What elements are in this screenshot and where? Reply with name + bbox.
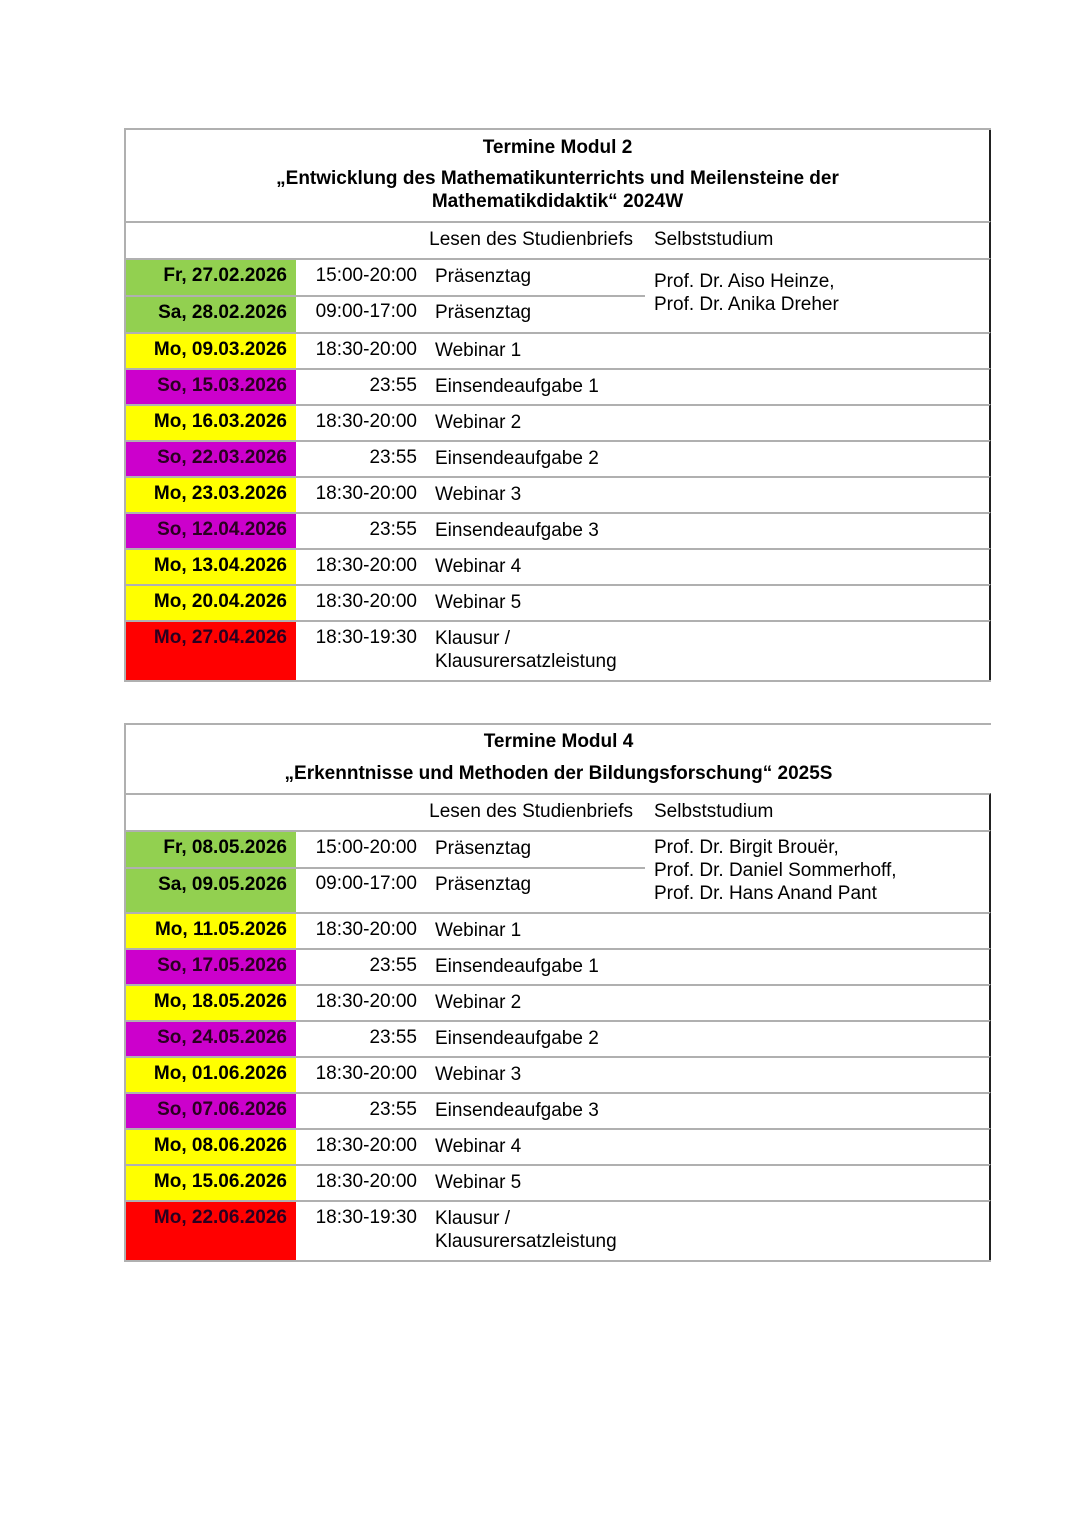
lecturer: Prof. Dr. Anika Dreher	[654, 294, 839, 315]
activity-cell: Webinar 5	[435, 592, 522, 613]
header-row	[126, 793, 991, 830]
time-cell: 15:00-20:00	[315, 265, 417, 286]
module-4-schedule-table	[124, 723, 991, 1262]
time-cell: 23:55	[369, 1027, 417, 1048]
date-cell: So, 24.05.2026	[126, 1022, 296, 1056]
time-cell: 23:55	[369, 1099, 417, 1120]
time-cell: 18:30-20:00	[315, 1171, 417, 1192]
activity-cell: Präsenztag	[435, 302, 532, 323]
table-row	[126, 368, 991, 404]
date-cell: Mo, 20.04.2026	[126, 586, 296, 620]
time-cell: 18:30-20:00	[315, 411, 417, 432]
date-cell: Mo, 15.06.2026	[126, 1166, 296, 1200]
module-subtitle	[126, 762, 991, 785]
time-cell: 23:55	[369, 375, 417, 396]
activity-cell: Webinar 3	[435, 484, 522, 505]
time-cell: 18:30-20:00	[315, 339, 417, 360]
table-row	[126, 948, 991, 984]
praesenz-block	[126, 258, 991, 332]
activity-cell: Präsenztag	[435, 266, 532, 287]
header-row	[126, 221, 991, 258]
table-row	[126, 912, 991, 948]
activity-cell: Einsendeaufgabe 2	[435, 448, 599, 469]
exam-row	[126, 620, 991, 680]
date-cell: So, 22.03.2026	[126, 442, 296, 476]
header-reading: Lesen des Studienbriefs	[429, 801, 633, 822]
activity-cell: Einsendeaufgabe 1	[435, 376, 599, 397]
table-title: Termine Modul 4	[483, 731, 634, 752]
time-cell: 18:30-20:00	[315, 1063, 417, 1084]
activity-cell: Einsendeaufgabe 3	[435, 1100, 599, 1121]
time-cell: 18:30-20:00	[315, 919, 417, 940]
exam-label-line-2: Klausurersatzleistung	[435, 1231, 617, 1252]
exam-label-line-1: Klausur /	[435, 1208, 510, 1229]
date-cell: Mo, 09.03.2026	[126, 334, 296, 368]
table-row	[126, 584, 991, 620]
time-cell: 18:30-20:00	[315, 555, 417, 576]
time-cell: 18:30-20:00	[315, 991, 417, 1012]
header-reading: Lesen des Studienbriefs	[429, 229, 633, 250]
date-cell: So, 17.05.2026	[126, 950, 296, 984]
module-2-schedule-table	[124, 128, 991, 682]
activity-cell: Webinar 5	[435, 1172, 522, 1193]
time-cell: 18:30-20:00	[315, 591, 417, 612]
activity-cell	[435, 1207, 617, 1253]
time-cell: 23:55	[369, 519, 417, 540]
lecturer: Prof. Dr. Aiso Heinze,	[654, 271, 835, 292]
lecturers	[654, 836, 897, 905]
activity-cell	[435, 627, 617, 673]
module-subtitle-line-1: „Entwicklung des Mathematikunterrichts und Meilensteine der	[276, 168, 839, 189]
activity-cell: Webinar 2	[435, 992, 522, 1013]
date-cell: Mo, 27.04.2026	[126, 622, 296, 680]
table-row	[126, 984, 991, 1020]
table-row	[126, 1020, 991, 1056]
time-cell: 18:30-20:00	[315, 1135, 417, 1156]
table-row	[126, 1056, 991, 1092]
date-cell: So, 07.06.2026	[126, 1094, 296, 1128]
time-cell: 18:30-19:30	[315, 627, 417, 648]
activity-cell: Präsenztag	[435, 874, 532, 895]
table-row	[126, 476, 991, 512]
date-cell: Mo, 22.06.2026	[126, 1202, 296, 1260]
date-cell: Mo, 13.04.2026	[126, 550, 296, 584]
table-row	[126, 332, 991, 368]
activity-cell: Präsenztag	[435, 838, 532, 859]
lecturers	[654, 270, 839, 316]
exam-row	[126, 1200, 991, 1260]
module-subtitle-line-2: Mathematikdidaktik“ 2024W	[431, 191, 684, 212]
date-cell: So, 12.04.2026	[126, 514, 296, 548]
table-title-block	[126, 725, 991, 793]
table-row	[126, 440, 991, 476]
activity-cell: Einsendeaufgabe 1	[435, 956, 599, 977]
time-cell: 09:00-17:00	[315, 301, 417, 322]
time-cell: 23:55	[369, 447, 417, 468]
date-cell: Sa, 28.02.2026	[126, 295, 296, 332]
date-cell: Sa, 09.05.2026	[126, 867, 296, 912]
date-cell: Mo, 01.06.2026	[126, 1058, 296, 1092]
date-cell: Mo, 08.06.2026	[126, 1130, 296, 1164]
schedule-rows	[126, 912, 991, 1200]
time-cell: 18:30-20:00	[315, 483, 417, 504]
table-row	[126, 548, 991, 584]
activity-cell: Einsendeaufgabe 2	[435, 1028, 599, 1049]
date-cell: So, 15.03.2026	[126, 370, 296, 404]
header-self-study: Selbststudium	[654, 229, 774, 250]
exam-label-line-2: Klausurersatzleistung	[435, 651, 617, 672]
table-row	[126, 1164, 991, 1200]
module-subtitle	[126, 167, 989, 213]
table-row	[126, 1092, 991, 1128]
activity-cell: Webinar 3	[435, 1064, 522, 1085]
table-title-block	[126, 130, 991, 221]
time-cell: 18:30-19:30	[315, 1207, 417, 1228]
activity-cell: Webinar 4	[435, 1136, 522, 1157]
lecturer: Prof. Dr. Daniel Sommerhoff,	[654, 860, 897, 881]
table-row	[126, 1128, 991, 1164]
schedule-rows	[126, 332, 991, 620]
header-self-study: Selbststudium	[654, 801, 774, 822]
activity-cell: Webinar 1	[435, 340, 522, 361]
time-cell: 15:00-20:00	[315, 837, 417, 858]
time-cell: 09:00-17:00	[315, 873, 417, 894]
table-title: Termine Modul 2	[482, 137, 633, 158]
table-row	[126, 296, 989, 332]
activity-cell: Webinar 4	[435, 556, 522, 577]
date-cell: Fr, 27.02.2026	[126, 260, 296, 296]
table-row	[126, 404, 991, 440]
lecturer: Prof. Dr. Hans Anand Pant	[654, 883, 877, 904]
activity-cell: Webinar 1	[435, 920, 522, 941]
date-cell: Mo, 16.03.2026	[126, 406, 296, 440]
table-row	[126, 512, 991, 548]
activity-cell: Einsendeaufgabe 3	[435, 520, 599, 541]
module-subtitle-line-1: „Erkenntnisse und Methoden der Bildungsforschung“ 2025S	[284, 763, 833, 784]
exam-label-line-1: Klausur /	[435, 628, 510, 649]
date-cell: Mo, 18.05.2026	[126, 986, 296, 1020]
lecturer: Prof. Dr. Birgit Brouër,	[654, 837, 839, 858]
praesenz-block	[126, 830, 991, 912]
table-row	[126, 260, 989, 296]
activity-cell: Webinar 2	[435, 412, 522, 433]
date-cell: Mo, 11.05.2026	[126, 914, 296, 948]
time-cell: 23:55	[369, 955, 417, 976]
date-cell: Fr, 08.05.2026	[126, 832, 296, 868]
date-cell: Mo, 23.03.2026	[126, 478, 296, 512]
